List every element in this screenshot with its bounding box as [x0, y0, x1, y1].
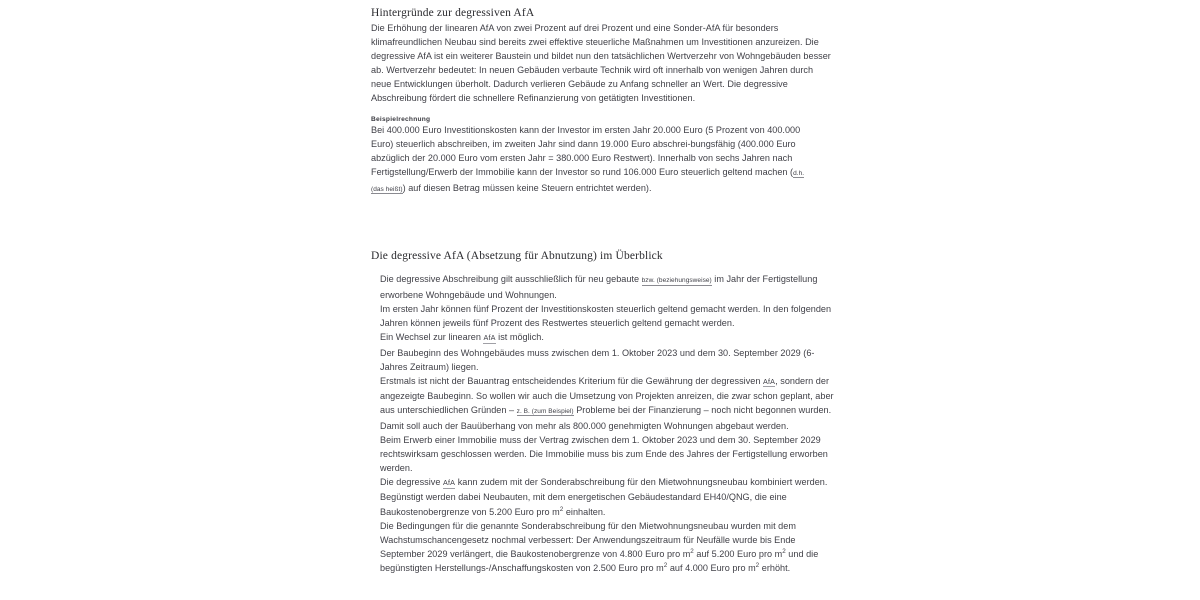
abbr-short-afa: AfA	[483, 333, 496, 343]
abbr-short-dh: d.h.	[793, 169, 805, 177]
abbr-afa[interactable]	[763, 377, 775, 388]
overview-title: Die degressive AfA (Absetzung für Abnutzung) im Überblick	[371, 250, 663, 263]
item-sonder-text-2: kann zudem mit der Sonderabschreibung für den Mietwohnungsneubau kombiniert werden. Begünstigt werden dabei Neubauten, mit dem energetischen Gebäudestandard EH40/QNG, die eine Baukostenobergrenze von 5.200 Euro pro m	[380, 477, 828, 517]
item-sonder-text-3: einhalten.	[563, 506, 606, 517]
item-wachstum-text-1: Die Bedingungen für die genannte Sonderabschreibung für den Mietwohnungsneubau wurden mit dem Wachstumschancengesetz nochmal verbessert: Der Anwendungszeitraum für Neufälle wurde bis Ende September 2029 verlängert, die Baukostenobergrenze von 4.800 Euro pro m	[380, 520, 796, 559]
abbr-expansion-bzw: (beziehungsweise)	[656, 277, 712, 285]
abbr-short-afa: AfA	[762, 376, 776, 386]
list-item	[380, 330, 835, 345]
abbr-beziehungsweise[interactable]	[642, 277, 712, 286]
example-label: Beispielrechnung	[371, 115, 431, 123]
list-item	[380, 374, 835, 433]
intro-paragraph: Die Erhöhung der linearen AfA von zwei Prozent auf drei Prozent und eine Sonder-AfA für besonders klimafreundlichen Neubau sind bereits zwei effektive steuerliche Maßnahmen um Investitionen anzureizen. Die degressive AfA ist ein weiterer Baustein und bildet nun den tatsächlichen Wertverzehr von Wohngebäuden besser ab. Wertverzehr bedeutet: In neuen Gebäuden verbaute Technik wird oft innerhalb von wenigen Jahren durch neue Entwicklungen überholt. Dadurch verlieren Gebäude zu Anfang schneller an Wert. Die degressive Abschreibung fördert die schnellere Refinanzierung von getätigten Investitionen.	[371, 23, 831, 104]
abbr-expansion-zb: (zum Beispiel)	[531, 407, 574, 415]
superscript-square: 2	[755, 561, 760, 569]
abbr-short-zb: z. B.	[516, 407, 530, 415]
section-ueberblick	[371, 249, 833, 575]
abbr-short-afa: AfA	[442, 478, 456, 488]
item-bauantrag-text-1: Erstmals ist nicht der Bauantrag entscheidendes Kriterium für die Gewährung der degressiven	[380, 375, 763, 386]
list-item	[380, 519, 835, 575]
page-title: Hintergründe zur degressiven AfA	[371, 7, 535, 19]
item-wachstum-text-3: und die begünstigten Herstellungs-/Anschaffungskosten von 2.500 Euro pro m	[380, 548, 819, 573]
section-hintergruende	[371, 6, 833, 106]
item-neubau-text-1: Die degressive Abschreibung gilt ausschließlich für neu gebaute	[380, 274, 642, 285]
item-wachstum-text-2: auf 5.200 Euro pro m	[693, 548, 783, 559]
document-content-column	[371, 0, 833, 575]
item-neubau-text-2: im Jahr der Fertigstellung erworbene Wohngebäude und Wohnungen.	[380, 274, 818, 301]
example-paragraph	[371, 123, 815, 197]
item-wachstum-text-5: erhöht.	[759, 562, 791, 573]
item-bauantrag-text-3: Probleme bei der Finanzierung – noch nicht begonnen wurden. Damit soll auch der Bauüberhang von mehr als 800.000 genehmigten Wohnungen abgebaut werden.	[380, 404, 832, 431]
superscript-square: 2	[663, 561, 668, 569]
abbr-short-bzw: bzw.	[641, 277, 655, 285]
item-bauantrag-text-2: , sondern der angezeigte Baubeginn. So wollen wir auch die Umsetzung von Projekten anreizen, die zwar schon geplant, aber aus unterschiedlichen Gründen –	[380, 375, 834, 415]
list-item: Im ersten Jahr können fünf Prozent der Investitionskosten steuerlich geltend gemacht werden. In den folgenden Jahren können jeweils fünf Prozent des Restwertes steuerlich geltend gemacht werden.	[380, 304, 832, 329]
item-wechsel-text-1: Ein Wechsel zur linearen	[380, 332, 484, 343]
example-text-part-1: Bei 400.000 Euro Investitionskosten kann der Investor im ersten Jahr 20.000 Euro (5 Prozent von 400.000 Euro) steuerlich abschreiben, im zweiten Jahr sind dann 19.000 Euro abschrei-bungsfähig (400.000 Euro abzüglich der 20.000 Euro vom ersten Jahr = 380.000 Euro Restwert). Innerhalb von sechs Jahren nach Fertigstellung/Erwerb der Immobilie kann der Investor so rund 106.000 Euro steuerlich geltend machen (	[371, 124, 801, 177]
superscript-square: 2	[559, 505, 564, 513]
abbr-afa[interactable]	[443, 478, 455, 489]
superscript-square: 2	[690, 547, 694, 555]
list-item	[380, 475, 835, 518]
list-item	[380, 272, 835, 302]
list-item: Beim Erwerb einer Immobilie muss der Vertrag zwischen dem 1. Oktober 2023 und dem 30. September 2029 rechtswirksam geschlossen werden. Die Immobilie muss bis zum Ende des Jahres der Fertigstellung erworben werden.	[380, 435, 828, 474]
list-item: Der Baubeginn des Wohngebäudes muss zwischen dem 1. Oktober 2023 und dem 30. September 2029 (6-Jahres Zeitraum) liegen.	[380, 347, 815, 372]
abbr-afa[interactable]	[483, 333, 495, 344]
item-wachstum-text-4: auf 4.000 Euro pro m	[667, 562, 756, 573]
example-text-part-2: ) auf diesen Betrag müssen keine Steuern entrichtet werden).	[402, 182, 652, 193]
abbr-expansion-dh: (das heißt)	[371, 185, 403, 193]
item-wechsel-text-2: ist möglich.	[495, 332, 544, 343]
superscript-square: 2	[782, 547, 786, 555]
section-beispielrechnung	[371, 116, 833, 197]
overview-list	[380, 272, 835, 575]
item-sonder-text-1: Die degressive	[380, 477, 443, 488]
abbr-zum-beispiel[interactable]	[517, 408, 574, 417]
